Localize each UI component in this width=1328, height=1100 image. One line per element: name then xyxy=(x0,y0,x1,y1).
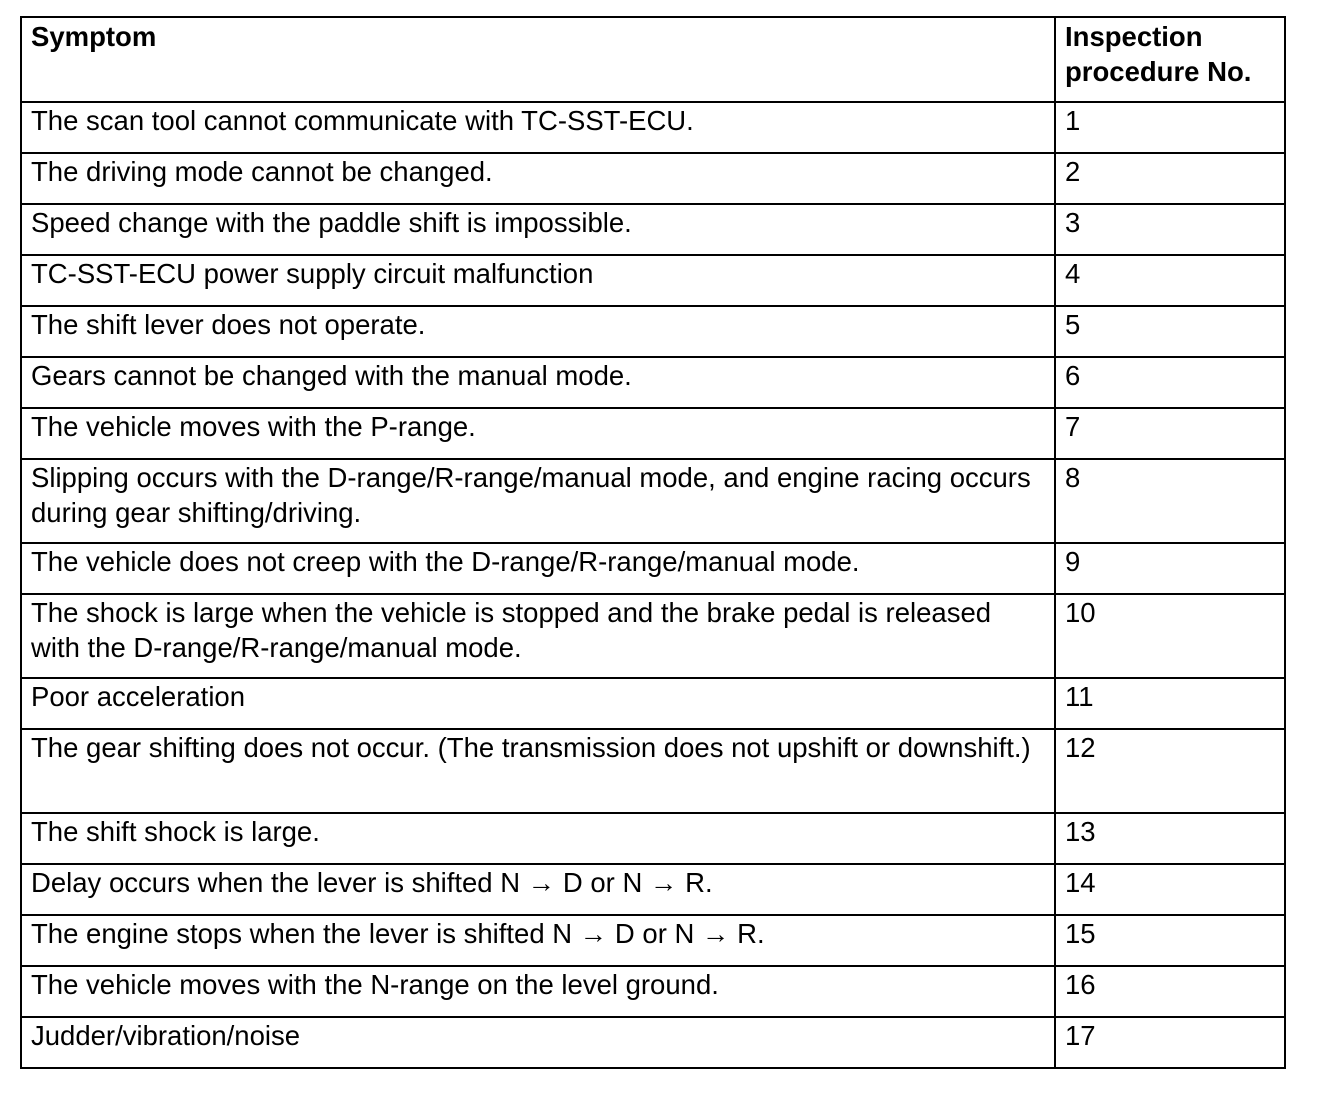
procedure-number-cell: 5 xyxy=(1055,306,1285,357)
symptom-column-header: Symptom xyxy=(21,17,1055,102)
symptom-cell: The shift lever does not operate. xyxy=(21,306,1055,357)
table-row xyxy=(21,204,1285,255)
header-row xyxy=(21,17,1285,102)
symptom-cell: Slipping occurs with the D-range/R-range/manual mode, and engine racing occurs during gear shifting/driving. xyxy=(21,459,1055,543)
procedure-number-cell: 3 xyxy=(1055,204,1285,255)
procedure-number-cell: 9 xyxy=(1055,543,1285,594)
symptom-cell: Gears cannot be changed with the manual mode. xyxy=(21,357,1055,408)
table-row xyxy=(21,255,1285,306)
table-row xyxy=(21,102,1285,153)
procedure-number-cell: 6 xyxy=(1055,357,1285,408)
symptom-cell: Speed change with the paddle shift is impossible. xyxy=(21,204,1055,255)
procedure-number-cell: 11 xyxy=(1055,678,1285,729)
symptom-cell: Delay occurs when the lever is shifted N → D or N → R. xyxy=(21,864,1055,915)
procedure-number-cell: 17 xyxy=(1055,1017,1285,1068)
symptom-cell: The shift shock is large. xyxy=(21,813,1055,864)
table-row xyxy=(21,966,1285,1017)
symptom-cell: The gear shifting does not occur. (The transmission does not upshift or downshift.) xyxy=(21,729,1055,813)
table-row xyxy=(21,153,1285,204)
symptom-cell: Judder/vibration/noise xyxy=(21,1017,1055,1068)
procedure-number-cell: 1 xyxy=(1055,102,1285,153)
table-row xyxy=(21,678,1285,729)
table-row xyxy=(21,1017,1285,1068)
symptom-cell: Poor acceleration xyxy=(21,678,1055,729)
table-row xyxy=(21,357,1285,408)
symptom-procedure-table xyxy=(20,16,1286,1069)
table-row xyxy=(21,729,1285,813)
symptom-cell: The scan tool cannot communicate with TC-SST-ECU. xyxy=(21,102,1055,153)
table-row xyxy=(21,306,1285,357)
procedure-number-cell: 12 xyxy=(1055,729,1285,813)
procedure-number-cell: 13 xyxy=(1055,813,1285,864)
table-row xyxy=(21,813,1285,864)
procedure-number-cell: 2 xyxy=(1055,153,1285,204)
symptom-cell: The shock is large when the vehicle is stopped and the brake pedal is released with the D-range/R-range/manual mode. xyxy=(21,594,1055,678)
symptom-cell: The driving mode cannot be changed. xyxy=(21,153,1055,204)
symptom-cell: The engine stops when the lever is shifted N → D or N → R. xyxy=(21,915,1055,966)
symptom-cell: The vehicle moves with the N-range on the level ground. xyxy=(21,966,1055,1017)
table-row xyxy=(21,543,1285,594)
table-row xyxy=(21,459,1285,543)
procedure-number-cell: 4 xyxy=(1055,255,1285,306)
procedure-number-cell: 7 xyxy=(1055,408,1285,459)
procedure-column-header: Inspection procedure No. xyxy=(1055,17,1285,102)
procedure-number-cell: 10 xyxy=(1055,594,1285,678)
procedure-number-cell: 16 xyxy=(1055,966,1285,1017)
symptom-cell: The vehicle does not creep with the D-range/R-range/manual mode. xyxy=(21,543,1055,594)
symptom-cell: The vehicle moves with the P-range. xyxy=(21,408,1055,459)
table-row xyxy=(21,864,1285,915)
table-row xyxy=(21,915,1285,966)
procedure-number-cell: 15 xyxy=(1055,915,1285,966)
symptom-cell: TC-SST-ECU power supply circuit malfunction xyxy=(21,255,1055,306)
table-row xyxy=(21,594,1285,678)
procedure-number-cell: 8 xyxy=(1055,459,1285,543)
table-row xyxy=(21,408,1285,459)
procedure-number-cell: 14 xyxy=(1055,864,1285,915)
